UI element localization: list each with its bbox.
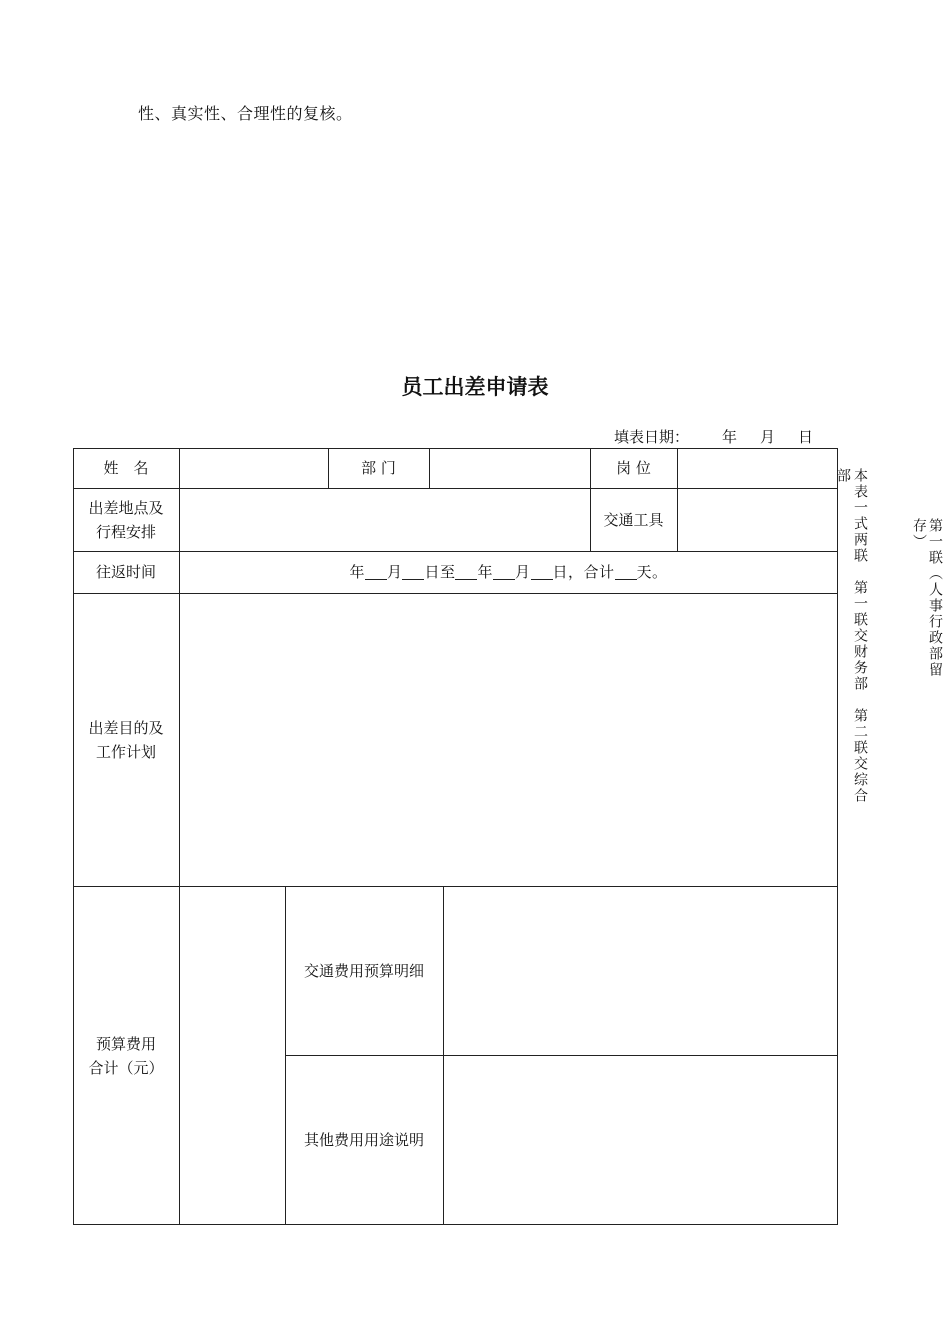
fill-date-label: 填表日期：: [614, 428, 690, 446]
intro-text: 性、真实性、合理性的复核。: [138, 104, 353, 123]
round-trip-time-field[interactable]: [180, 551, 837, 593]
side-note-col2: 本表一式两联 第一联交财务部 第二联交综合: [852, 468, 868, 804]
transport-budget-label: 交通费用预算明细: [303, 961, 424, 980]
budget-total-label: 预算费用 合计（元）: [88, 1034, 164, 1077]
budget-total-field[interactable]: [180, 887, 285, 1224]
side-note-col3: 存）: [911, 518, 927, 550]
position-field[interactable]: [678, 449, 837, 488]
purpose-label: 出差目的及 工作计划: [88, 718, 164, 761]
travel-day-to: 日至: [424, 563, 456, 581]
destination-label: 出差地点及 行程安排: [88, 498, 164, 541]
travel-year-1: 年: [349, 563, 365, 581]
form-title: 员工出差申请表: [401, 375, 549, 399]
name-field[interactable]: [180, 449, 328, 488]
travel-month-2: 月: [515, 563, 531, 581]
fill-date-year: 年: [722, 428, 738, 446]
other-expense-field[interactable]: [444, 1056, 837, 1224]
transport-field[interactable]: [678, 489, 837, 551]
fill-date: [614, 426, 814, 447]
blank-underline: [455, 565, 477, 580]
blank-underline: [493, 565, 515, 580]
side-note-col1: 部: [835, 468, 851, 484]
travel-total: 合计: [583, 563, 615, 581]
side-note-col4: 第一联（人事行政部留: [927, 518, 943, 678]
round-trip-time-label: 往返时间: [95, 563, 156, 581]
travel-year-2: 年: [477, 563, 493, 581]
transport-label: 交通工具: [603, 510, 664, 529]
travel-days: 天。: [636, 563, 668, 581]
fill-date-month: 月: [760, 428, 776, 446]
travel-day-2: 日，: [552, 563, 584, 581]
blank-underline: [615, 565, 637, 580]
other-expense-label: 其他费用用途说明: [303, 1131, 424, 1149]
name-label: 姓 名: [103, 459, 149, 477]
position-label: 岗 位: [616, 459, 651, 477]
destination-field[interactable]: [180, 489, 590, 551]
department-label: 部 门: [361, 459, 396, 477]
purpose-field[interactable]: [180, 594, 837, 886]
transport-budget-field[interactable]: [444, 887, 837, 1055]
department-field[interactable]: [430, 449, 590, 488]
blank-underline: [365, 565, 387, 580]
travel-month-1: 月: [386, 563, 403, 581]
blank-underline: [402, 565, 424, 580]
fill-date-day: 日: [798, 428, 814, 446]
blank-underline: [531, 565, 553, 580]
